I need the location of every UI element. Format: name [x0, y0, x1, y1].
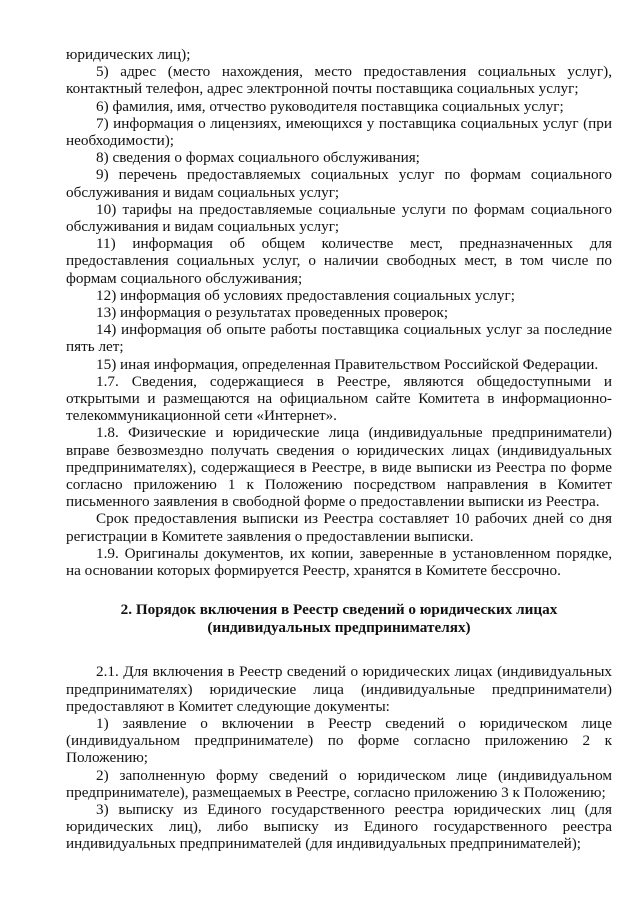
section-heading: 2. Порядок включения в Реестр сведений о юридических лицах (индивидуальных предпринимателях)	[120, 601, 558, 637]
clause-1-7: 1.7. Сведения, содержащиеся в Реестре, являются общедоступными и открытыми и размещаются на официальном сайте Комитета в информационно-телекоммуникационной сети «Интернет».	[66, 372, 612, 425]
doc-item-3: 3) выписку из Единого государственного реестра юридических лиц (для юридических лиц), либо выписку из Единого государственного реестра индивидуальных предпринимателей (для индивидуальных предпринимателей);	[66, 800, 612, 853]
list-item-12: 12) информация об условиях предоставления социальных услуг;	[96, 286, 515, 304]
list-item-14: 14) информация об опыте работы поставщика социальных услуг за последние пять лет;	[66, 321, 612, 356]
doc-item-1: 1) заявление о включении в Реестр сведений о юридическом лице (индивидуальном предпринимателе) по форме согласно приложению 2 к Положению;	[66, 714, 612, 767]
list-item-9: 9) перечень предоставляемых социальных услуг по формам социального обслуживания и видам социальных услуг;	[66, 166, 612, 201]
list-item-6: 6) фамилия, имя, отчество руководителя поставщика социальных услуг;	[96, 97, 564, 115]
list-item-13: 13) информация о результатах проведенных проверок;	[96, 304, 449, 322]
paragraph-continuation: юридических лиц);	[66, 46, 191, 63]
clause-1-9: 1.9. Оригиналы документов, их копии, заверенные в установленном порядке, на основании которых формируется Реестр, хранятся в Комитете бессрочно.	[66, 544, 612, 580]
list-item-10: 10) тарифы на предоставляемые социальные услуги по формам социального обслуживания и видам социальных услуг;	[66, 200, 612, 236]
list-item-15: 15) иная информация, определенная Правительством Российской Федерации.	[96, 355, 599, 373]
document-page	[66, 46, 612, 853]
list-item-7: 7) информация о лицензиях, имеющихся у поставщика социальных услуг (при необходимости);	[66, 114, 612, 150]
clause-2-1: 2.1. Для включения в Реестр сведений о юридических лицах (индивидуальных предпринимателях) юридические лица (индивидуальные предприниматели) предоставляют в Комитет следующие документы:	[66, 663, 612, 715]
clause-1-8-term: Срок предоставления выписки из Реестра составляет 10 рабочих дней со дня регистрации в Комитете заявления о предоставлении выписки.	[66, 510, 612, 545]
clause-1-8: 1.8. Физические и юридические лица (индивидуальные предприниматели) вправе безвозмездно получать сведения о юридических лицах (индивидуальных предпринимателях), содержащиеся в Реестре, в виде выписки из Реестра по форме согласно приложению 1 к Положению посредством направления в Комитет письменного заявления в свободной форме о предоставлении выписки из Реестра.	[66, 424, 612, 511]
list-item-11: 11) информация об общем количестве мест, предназначенных для предоставления социальных услуг, о наличии свободных мест, в том числе по формам социального обслуживания;	[66, 235, 612, 287]
list-item-5: 5) адрес (место нахождения, место предоставления социальных услуг), контактный телефон, адрес электронной почты поставщика социальных услуг;	[66, 63, 612, 98]
doc-item-2: 2) заполненную форму сведений о юридическом лице (индивидуальном предпринимателе), размещаемых в Реестре, согласно приложению 3 к Положению;	[66, 766, 612, 801]
list-item-8: 8) сведения о формах социального обслуживания;	[96, 149, 420, 167]
